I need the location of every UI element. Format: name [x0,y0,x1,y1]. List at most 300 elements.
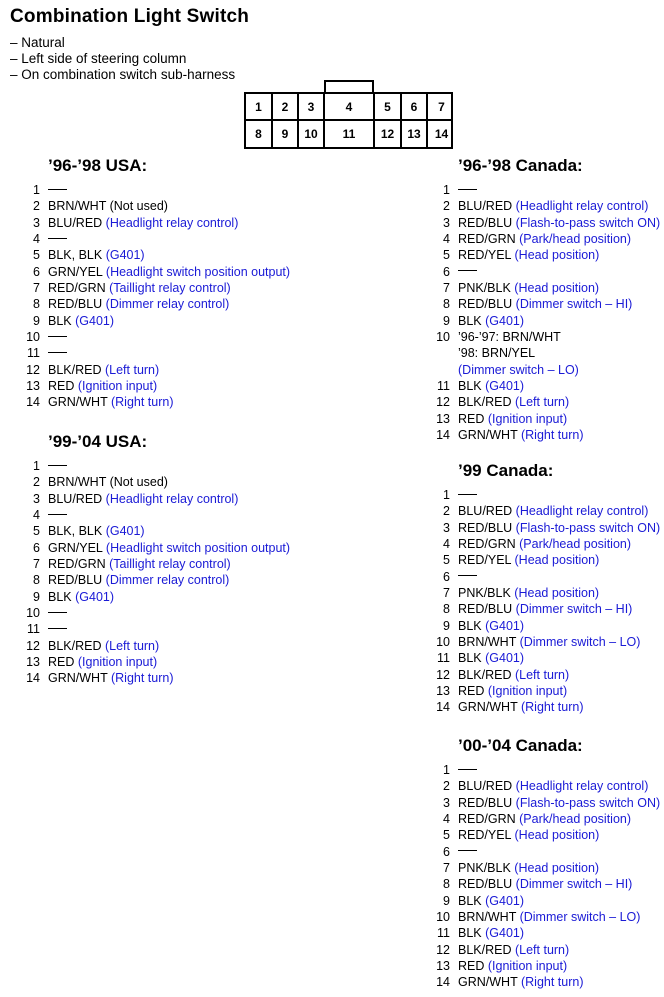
pin-number: 10 [26,330,40,345]
wire-color: BRN/WHT (Not used) [48,199,168,214]
pin-row [33,458,290,474]
section-heading: ’00-’04 Canada: [458,736,583,755]
pin-function: (Dimmer switch – HI) [515,297,633,312]
pin-function: (Right turn) [520,700,584,715]
connector-diagram [244,92,453,149]
wire-color: BLK/RED [48,362,102,377]
wire-color: BLK [458,618,482,633]
pin-function: (Left turn) [514,942,570,957]
wire-color: BLU/RED [458,504,513,519]
wire-color: BLU/RED [458,199,513,214]
pin-row [33,313,290,329]
pin-function: (Left turn) [514,667,570,682]
pin-number: 14 [26,671,40,686]
pin-number: 8 [443,877,450,892]
pin-number: 10 [436,330,450,345]
pin-number: 13 [436,684,450,699]
wire-color: RED/GRN [458,537,516,552]
pin-number: 1 [443,488,450,502]
pin-number: 6 [33,540,40,555]
pin-number: 7 [443,281,450,296]
pin-list [436,762,661,991]
pin-function: (G401) [75,313,115,328]
pin-function: (Flash-to-pass switch ON) [515,795,661,810]
pin-number: 9 [33,313,40,328]
pin-number: 2 [443,504,450,519]
pin-number: 3 [33,491,40,506]
pin-function: (Park/head position) [519,232,632,247]
pin-function: (G401) [485,926,525,941]
pin-row [33,540,291,556]
pin-row [33,182,290,198]
wire-color: BLK [458,651,482,666]
pin-list [436,487,661,716]
wire-color: BLK/RED [458,942,512,957]
pin-number: 8 [443,602,450,617]
pin-function: (G401) [105,248,145,263]
pin-row [443,503,660,519]
wire-color: BLU/RED [48,215,103,230]
pin-number: 9 [443,313,450,328]
pin-function: (Headlight relay control) [515,779,649,794]
pin-number: 3 [33,215,40,230]
pin-list [26,182,291,411]
pin-number: 11 [437,926,450,941]
pin-function: (Head position) [514,586,600,601]
wire-color: GRN/WHT [458,975,518,990]
pin-number: 1 [443,763,450,777]
wire-color: PNK/BLK [458,586,511,601]
page-title: Combination Light Switch [10,6,250,27]
pin-function: (Right turn) [520,428,584,443]
pin-row [26,362,290,378]
pin-row [436,909,660,925]
pin-number: 14 [436,700,450,715]
wire-color: GRN/WHT [458,428,518,443]
wire-color: PNK/BLK [458,861,511,876]
pin-function: (G401) [485,651,525,666]
pin-row [33,231,290,247]
pin-row [443,762,660,778]
wire-color: RED/GRN [458,232,516,247]
pin-number: 7 [443,861,450,876]
pin-number: 7 [33,281,40,296]
wire-color: BLK/RED [458,395,512,410]
pin-row [26,394,290,410]
pin-row [443,860,660,876]
pin-function: (Taillight relay control) [109,557,231,572]
pin-number: 12 [436,667,450,682]
pin-row [443,231,660,247]
section-heading: ’99-’04 USA: [48,432,148,451]
pin-row [436,942,660,958]
pin-number: 4 [443,232,450,247]
connector-pin-5: 5 [375,94,402,119]
section-canada-99 [436,461,661,716]
connector-pin-8: 8 [246,121,273,147]
pin-number: 6 [443,844,450,859]
pin-row [436,394,660,410]
pin-row [443,552,660,568]
pin-number: 7 [33,557,40,572]
pin-function: (Headlight switch position output) [105,540,291,555]
wire-color: BLK [458,926,482,941]
pin-number: 12 [26,638,40,653]
pin-row [443,215,661,231]
pin-function: (G401) [75,589,115,604]
connector-pin-1: 1 [246,94,273,119]
pin-number: 12 [436,942,450,957]
pin-number: 12 [436,395,450,410]
connector-pin-14: 14 [434,127,449,141]
pin-row [33,296,290,312]
pin-row [443,811,660,827]
wire-color: RED/BLU [458,602,513,617]
pin-number: 7 [443,586,450,601]
unused-pin-dash [458,270,477,271]
pin-number: 5 [443,248,450,263]
wire-color: BLK [458,313,482,328]
connector-pin-4: 4 [325,94,375,119]
note-line: – Left side of steering column [10,51,187,66]
pin-function: (Ignition input) [487,959,568,974]
pin-row [443,296,660,312]
pin-number: 6 [33,264,40,279]
pin-row [33,280,290,296]
wire-color: ’96-’97: BRN/WHT [458,330,561,345]
pin-function: (Ignition input) [77,379,158,394]
pin-row [436,958,660,974]
pin-function: (G401) [105,524,145,539]
pin-number: 8 [33,573,40,588]
pin-row [33,523,290,539]
pin-function: (Park/head position) [519,812,632,827]
pin-row [437,650,660,666]
pin-function: (G401) [485,618,525,633]
pin-row [33,491,290,507]
pin-number: 3 [443,795,450,810]
wire-color: BLU/RED [48,491,103,506]
pin-row [443,585,660,601]
pin-row [443,247,660,263]
wire-color: RED/BLU [458,795,513,810]
pin-function: (Headlight relay control) [515,199,649,214]
pin-number: 14 [436,428,450,443]
pin-row [443,264,660,280]
unused-pin-dash [48,514,67,515]
pin-function: (Left turn) [514,395,570,410]
unused-pin-dash [458,189,477,190]
pin-row [437,378,660,394]
section-canada-00-04 [436,736,661,991]
unused-pin-dash [48,336,67,337]
pin-number: 13 [436,411,450,426]
wire-color: RED/GRN [48,557,106,572]
pin-function: (Dimmer relay control) [105,573,230,588]
wire-color: GRN/WHT [458,700,518,715]
pin-row [26,378,290,394]
note-line: – On combination switch sub-harness [10,67,236,82]
pin-function: (Right turn) [110,671,174,686]
wire-color: ’98: BRN/YEL [458,346,536,361]
wire-color: RED/GRN [48,281,106,296]
unused-pin-dash [458,769,477,770]
wire-color: BLK [458,379,482,394]
pin-number: 4 [33,508,40,523]
wire-color: RED [458,684,485,699]
pin-list [436,182,661,444]
pin-number: 2 [33,475,40,490]
wire-color: RED/BLU [458,215,513,230]
pin-function: (Headlight relay control) [105,491,239,506]
connector-pin-7: 7 [438,99,445,114]
wire-color: BRN/WHT [458,910,517,925]
section-usa-99-04 [26,432,291,687]
pin-number: 13 [26,379,40,394]
pin-number: 6 [443,264,450,279]
unused-pin-dash [458,494,477,495]
pin-row [443,182,660,198]
pin-row [436,974,660,990]
pin-number: 5 [33,524,40,539]
wire-color: BLK, BLK [48,524,103,539]
pin-number: 13 [26,655,40,670]
wire-color: BLK [48,589,72,604]
pin-function: (G401) [485,379,525,394]
pin-row [443,536,660,552]
pin-row [33,247,290,263]
pin-row [26,638,290,654]
pin-number: 12 [26,362,40,377]
pin-row [443,844,660,860]
connector-body [244,92,453,149]
connector-pin-13: 13 [402,121,428,147]
note-line: – Natural [10,35,65,50]
pin-row [26,670,290,686]
unused-pin-dash [48,238,67,239]
wire-color: RED [48,655,75,670]
pin-function: (Dimmer switch – LO) [458,362,579,377]
wire-color: RED/YEL [458,553,512,568]
unused-pin-dash [458,575,477,576]
pin-row [33,264,291,280]
pin-row [443,280,660,296]
wire-color: RED [458,959,485,974]
wire-color: RED/BLU [458,520,513,535]
pin-function: (Left turn) [104,638,160,653]
connector-pin-3: 3 [299,94,325,119]
wire-color: BLK, BLK [48,248,103,263]
unused-pin-dash [48,465,67,466]
pin-function: (Taillight relay control) [109,281,231,296]
pin-function: (Headlight switch position output) [105,264,291,279]
section-canada-96-98 [436,156,661,444]
location-notes [10,35,235,83]
pin-number: 14 [436,975,450,990]
pin-number: 13 [436,959,450,974]
pin-row [27,345,290,361]
pin-number: 1 [33,459,40,473]
wire-color: GRN/WHT [48,395,108,410]
pin-function: (Head position) [514,828,600,843]
wire-color: BRN/WHT (Not used) [48,475,168,490]
unused-pin-dash [458,850,477,851]
pin-row [436,329,660,378]
section-heading: ’96-’98 Canada: [458,156,583,175]
pin-row [33,556,290,572]
wire-color: BLK [48,313,72,328]
pin-row [443,876,660,892]
pin-function: (Headlight relay control) [105,215,239,230]
pin-row [443,313,660,329]
pin-number: 10 [436,910,450,925]
pin-number: 4 [443,812,450,827]
pin-number: 10 [436,635,450,650]
unused-pin-dash [48,352,67,353]
pin-row [33,507,290,523]
pin-function: (G401) [485,893,525,908]
pin-function: (Head position) [514,281,600,296]
pin-function: (Head position) [514,861,600,876]
pin-function: (Dimmer switch – HI) [515,602,633,617]
pin-function: (Flash-to-pass switch ON) [515,215,661,230]
pin-row [436,634,660,650]
pin-row [33,198,290,214]
wire-color: GRN/YEL [48,540,103,555]
section-heading: ’96-’98 USA: [48,156,148,175]
wire-color: RED/YEL [458,828,512,843]
section-usa-96-98 [26,156,291,411]
pin-number: 11 [437,651,450,666]
pin-number: 3 [443,520,450,535]
wire-color: RED/GRN [458,812,516,827]
pin-function: (Dimmer relay control) [105,297,230,312]
wire-color: BRN/WHT [458,635,517,650]
pin-function: (Head position) [514,248,600,263]
pin-list [26,458,291,687]
pin-number: 5 [443,828,450,843]
pin-row [436,427,660,443]
wire-color: RED [48,379,75,394]
wire-color: BLK [458,893,482,908]
pin-number: 3 [443,215,450,230]
pin-row [443,827,660,843]
wire-color: RED/BLU [458,877,513,892]
pin-number: 2 [443,779,450,794]
pin-function: (Right turn) [520,975,584,990]
pin-row [436,411,660,427]
connector-pin-12: 12 [375,121,402,147]
pin-row [443,487,660,503]
pin-number: 8 [443,297,450,312]
pin-row [443,795,661,811]
unused-pin-dash [48,612,67,613]
pin-number: 8 [33,297,40,312]
pin-number: 1 [443,183,450,197]
pin-row [33,572,290,588]
pin-row [33,215,290,231]
pin-number: 9 [33,589,40,604]
wire-color: RED [458,411,485,426]
pin-row [33,474,290,490]
pin-row [437,925,660,941]
pin-number: 11 [437,379,450,394]
pin-number: 6 [443,569,450,584]
wire-color: BLU/RED [458,779,513,794]
pin-number: 9 [443,618,450,633]
pin-number: 5 [443,553,450,568]
pin-number: 10 [26,606,40,621]
section-heading: ’99 Canada: [458,461,554,480]
pin-row [443,520,661,536]
connector-pin-11: 11 [325,121,375,147]
pin-function: (G401) [485,313,525,328]
unused-pin-dash [48,628,67,629]
pin-number: 9 [443,893,450,908]
pin-number: 5 [33,248,40,263]
pin-number: 11 [27,622,40,637]
pin-number: 2 [33,199,40,214]
pin-number: 1 [33,183,40,197]
pin-number: 14 [26,395,40,410]
pin-number: 4 [33,232,40,247]
pin-function: (Park/head position) [519,537,632,552]
pin-function: (Ignition input) [487,411,568,426]
pin-row [436,667,660,683]
wire-color: GRN/WHT [48,671,108,686]
pin-row [26,329,290,345]
pin-row [443,601,660,617]
pin-row [26,605,290,621]
pin-function: (Head position) [514,553,600,568]
connector-pin-2: 2 [273,94,299,119]
pin-function: (Dimmer switch – HI) [515,877,633,892]
connector-pin-9: 9 [273,121,299,147]
pin-function: (Right turn) [110,395,174,410]
wire-color: PNK/BLK [458,281,511,296]
pin-function: (Ignition input) [487,684,568,699]
wire-color: RED/BLU [458,297,513,312]
pin-number: 2 [443,199,450,214]
pin-function: (Dimmer switch – LO) [519,910,641,925]
pin-row [443,198,660,214]
pin-function: (Dimmer switch – LO) [519,635,641,650]
wire-color: GRN/YEL [48,264,103,279]
pin-row [443,569,660,585]
pin-row [33,589,290,605]
connector-pin-6: 6 [402,94,428,119]
wire-color: RED/BLU [48,297,103,312]
pin-number: 4 [443,537,450,552]
wire-color: BLK/RED [48,638,102,653]
pin-function: (Left turn) [104,362,160,377]
wire-color: BLK/RED [458,667,512,682]
pin-row [436,683,660,699]
wire-color: RED/YEL [458,248,512,263]
pin-row [443,618,660,634]
wire-color: RED/BLU [48,573,103,588]
pin-row [443,778,660,794]
pin-function: (Flash-to-pass switch ON) [515,520,661,535]
pin-row [26,654,290,670]
pin-row [436,699,660,715]
pin-function: (Ignition input) [77,655,158,670]
pin-function: (Headlight relay control) [515,504,649,519]
pin-row [27,621,290,637]
unused-pin-dash [48,189,67,190]
pin-row [443,893,660,909]
connector-pin-10: 10 [299,121,325,147]
